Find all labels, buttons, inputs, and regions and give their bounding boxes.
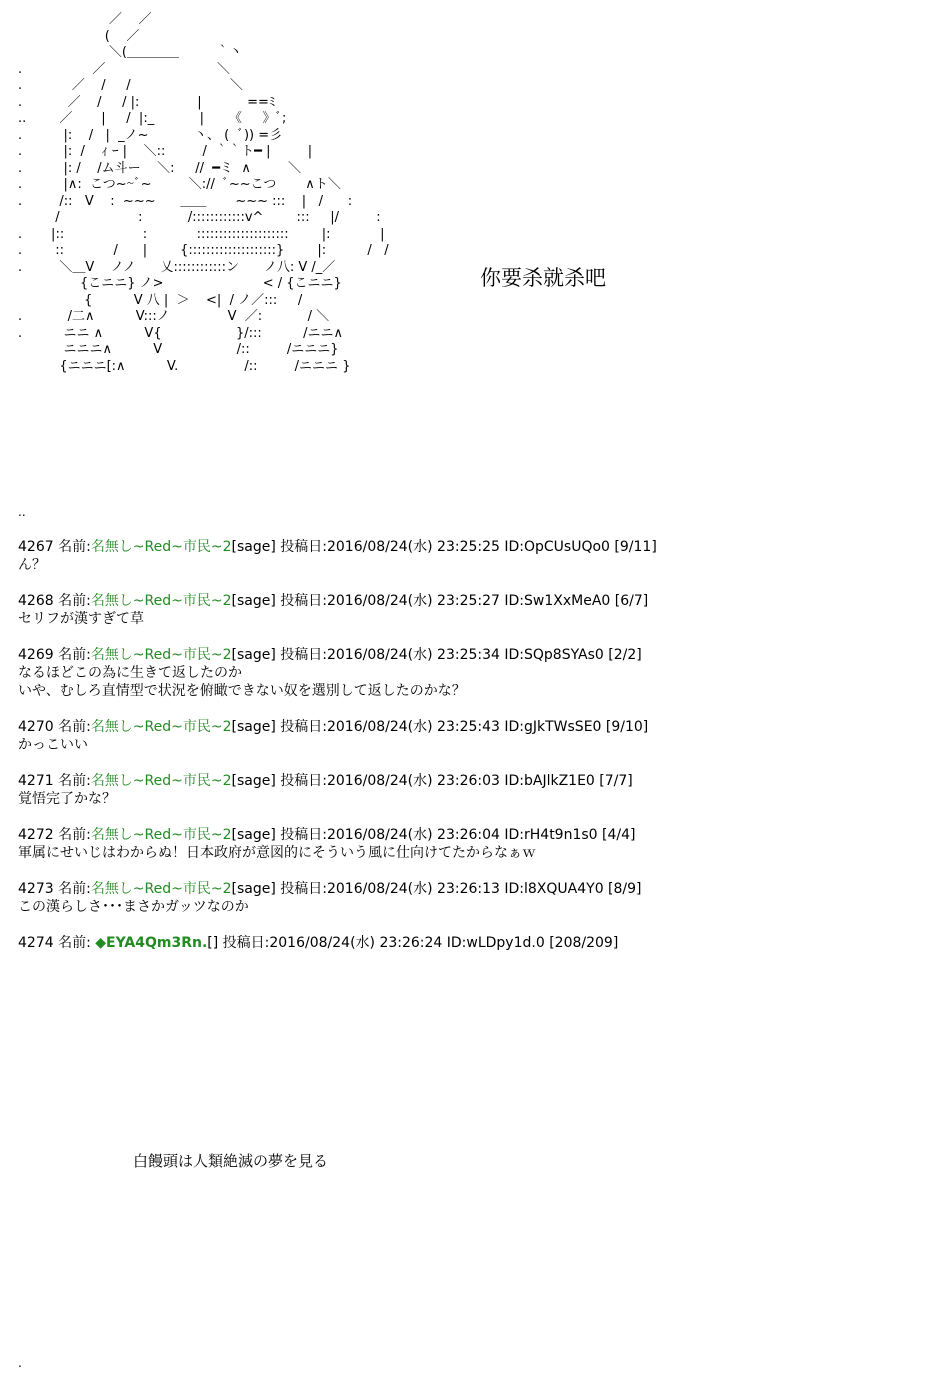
poster-name: 名無し~Red~市民~2: [90, 647, 232, 663]
post-number: 4273: [18, 881, 54, 897]
chapter-caption: 白饅頭は人類絶滅の夢を見る: [133, 1152, 329, 1170]
post-number: 4274: [18, 935, 54, 951]
post-line: この漢らしさ･･･まさかガッツなのか: [18, 899, 249, 915]
post-body: [18, 556, 938, 574]
name-label: 名前:: [58, 935, 91, 951]
name-label: 名前:: [58, 827, 91, 843]
poster-name: 名無し~Red~市民~2: [90, 719, 232, 735]
post-date: 投稿日:2016/08/24(水) 23:26:13 ID:l8XQUA4Y0 [8/9]: [280, 881, 642, 897]
name-label: 名前:: [58, 881, 91, 897]
mail-field: [sage]: [231, 827, 276, 843]
post-header: [18, 646, 938, 664]
post-number: 4268: [18, 593, 54, 609]
name-label: 名前:: [58, 647, 91, 663]
post-number: 4269: [18, 647, 54, 663]
post-header: [18, 772, 938, 790]
mail-field: [sage]: [231, 773, 276, 789]
post-header: [18, 538, 938, 556]
name-label: 名前:: [58, 539, 91, 555]
post-line: いや、むしろ直情型で状況を俯瞰できない奴を選別して返したのかな？: [18, 683, 466, 699]
post-line: セリフが漢すぎて草: [18, 611, 144, 627]
poster-name: 名無し~Red~市民~2: [90, 593, 232, 609]
post-date: 投稿日:2016/08/24(水) 23:25:34 ID:SQp8SYAs0 [2/2]: [280, 647, 642, 663]
post-header: [18, 880, 938, 898]
post-line: 軍属にせいじはわからぬ！日本政府が意図的にそういう風に仕向けてたからなぁｗ: [18, 845, 536, 861]
post-header: [18, 826, 938, 844]
mail-field: [sage]: [231, 647, 276, 663]
dialogue-line: 你要杀就杀吧: [480, 266, 606, 290]
post-list: [18, 538, 938, 970]
post-body: [18, 844, 938, 862]
post-date: 投稿日:2016/08/24(水) 23:25:27 ID:Sw1XxMeA0 [6/7]: [280, 593, 649, 609]
post-number: 4272: [18, 827, 54, 843]
name-label: 名前:: [58, 773, 91, 789]
poster-name: 名無し~Red~市民~2: [90, 539, 232, 555]
post: [18, 646, 938, 700]
post-line: 覚悟完了かな？: [18, 791, 116, 807]
post: [18, 592, 938, 628]
post-date: 投稿日:2016/08/24(水) 23:26:03 ID:bAJlkZ1E0 [7/7]: [280, 773, 633, 789]
separator-dots: ..: [18, 505, 26, 519]
post-date: 投稿日:2016/08/24(水) 23:26:24 ID:wLDpy1d.0 [208/209]: [222, 935, 619, 951]
post: [18, 538, 938, 574]
poster-trip: ◆EYA4Qm3Rn.: [95, 935, 208, 951]
post-number: 4267: [18, 539, 54, 555]
mail-field: [sage]: [231, 881, 276, 897]
post-number: 4271: [18, 773, 54, 789]
name-label: 名前:: [58, 719, 91, 735]
post-number: 4270: [18, 719, 54, 735]
post: [18, 718, 938, 754]
post: [18, 826, 938, 862]
post-header: [18, 934, 938, 952]
mail-field: [sage]: [231, 719, 276, 735]
ascii-art: ／ ／ ( ／ ＼(＿＿＿＿ ｀丶 . ／ ＼ . ／ / / ＼ . ／ / / |: | ==ﾐ .. ／ | / |:_ | 《 》ﾞ; . |: / | _ノ~ 丶、 ( ﾞ)) =彡 . |: / ｨ ｰ | ＼:: / ｀｀ト━ | | . |: / /ム斗ー ＼: // ━ミ ∧ ＼ . |∧: こつ~~ﾞ~ ＼:// ﾞ~~こつ ∧ト＼ . /:: V : ~~~ ＿＿ ~~~ ::: | / : / : /::::::::::::v^ ::: |/ : . |:: : ::::::::::::::::::::: |: | . :: / | {::::::::::::::::::::} |: / / . ＼＿V ノノ 乂::::::::::::ン ノ八: V /_／ {こニニ} ノ> < / {こニニ} { V 八 | ＞ <| / ノ／::: / . /二∧ V:::ノ V ／: / ＼ . ニニ ∧ V{ }/::: /ニニ∧ ニニニ∧ V /:: /ニニニ} {ニニニ[:∧ V. /:: /ニニニ }: [18, 12, 389, 374]
post-line: なるほどこの為に生きて返したのか: [18, 665, 242, 681]
post: [18, 880, 938, 916]
poster-name: 名無し~Red~市民~2: [90, 773, 232, 789]
post-body: [18, 898, 938, 916]
post: [18, 772, 938, 808]
name-label: 名前:: [58, 593, 91, 609]
post-date: 投稿日:2016/08/24(水) 23:26:04 ID:rH4t9n1s0 [4/4]: [280, 827, 636, 843]
post-header: [18, 718, 938, 736]
mail-field: []: [207, 935, 219, 951]
op-post: [18, 934, 938, 952]
poster-name: 名無し~Red~市民~2: [90, 827, 232, 843]
post-body: [18, 664, 938, 700]
post-body: [18, 790, 938, 808]
post-date: 投稿日:2016/08/24(水) 23:25:25 ID:OpCUsUQo0 [9/11]: [280, 539, 657, 555]
end-mark: .: [18, 1356, 22, 1370]
mail-field: [sage]: [231, 593, 276, 609]
poster-name: 名無し~Red~市民~2: [90, 881, 232, 897]
post-header: [18, 592, 938, 610]
post-line: かっこいい: [18, 737, 88, 753]
post-body: [18, 610, 938, 628]
mail-field: [sage]: [231, 539, 276, 555]
post-body: [18, 736, 938, 754]
post-date: 投稿日:2016/08/24(水) 23:25:43 ID:gJkTWsSE0 [9/10]: [280, 719, 649, 735]
post-line: ん？: [18, 557, 46, 573]
